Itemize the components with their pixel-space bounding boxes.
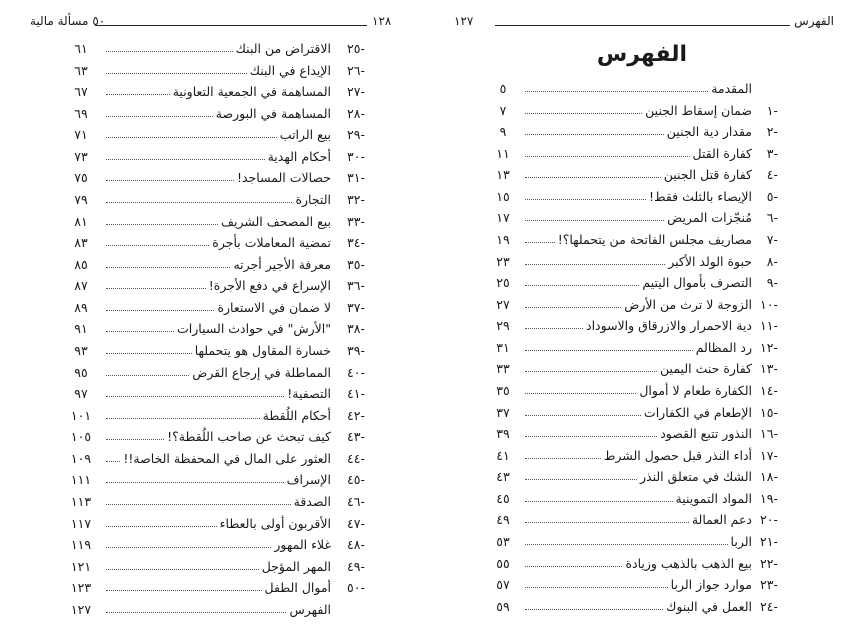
entry-number: -٥ — [766, 188, 778, 204]
entry-number: -٤٣ — [347, 429, 365, 445]
dot-leader — [525, 371, 657, 372]
dot-leader — [525, 328, 583, 329]
toc-entry — [485, 378, 778, 398]
dot-leader — [106, 245, 209, 246]
dot-leader — [106, 159, 265, 160]
dot-leader — [525, 415, 641, 416]
toc-entry — [60, 575, 365, 595]
entry-title: مُنجّزات المريض — [667, 210, 752, 226]
entry-page: ١١ — [496, 145, 510, 161]
entry-title: النذور تتبع القصود — [660, 426, 752, 442]
dot-leader — [106, 569, 259, 570]
entry-number: -١٨ — [760, 469, 778, 485]
toc-entry — [485, 400, 778, 420]
entry-number: -١٠ — [760, 296, 778, 312]
entry-title: "الأرش" في حوادث السيارات — [177, 321, 331, 337]
entry-title: بيع الذهب بالذهب وزيادة — [625, 555, 752, 571]
toc-entry — [60, 230, 365, 250]
entry-page: ٣٩ — [496, 426, 510, 442]
toc-entry — [60, 424, 365, 444]
toc-entry — [60, 467, 365, 487]
entry-page: ٦١ — [74, 41, 88, 56]
entry-number: -٢٦ — [347, 62, 365, 78]
entry-title: حصالات المساجد! — [236, 170, 331, 186]
entry-number: -٣٢ — [347, 191, 365, 207]
toc-entry — [60, 316, 365, 336]
dot-leader — [106, 224, 218, 225]
toc-entry — [60, 489, 365, 509]
toc-entry — [485, 227, 778, 247]
toc-entry — [60, 403, 365, 423]
entry-number: -٤١ — [347, 386, 365, 402]
entry-title: الاقتراض من البنك — [235, 41, 331, 56]
entry-number: -٢٩ — [347, 127, 365, 143]
entry-page: ٧١ — [74, 127, 88, 143]
toc-entry — [485, 162, 778, 182]
toc-entry — [485, 76, 778, 96]
entry-number: -٣٠ — [347, 148, 365, 164]
dot-leader — [106, 482, 284, 483]
dot-leader — [525, 566, 622, 567]
entry-page: ٨٣ — [74, 235, 88, 251]
entry-number: -١٥ — [760, 404, 778, 420]
entry-number: -١٦ — [760, 426, 778, 442]
entry-number: -١٧ — [760, 447, 778, 463]
entry-number: -١ — [766, 102, 778, 118]
entry-number: -٣٦ — [347, 278, 365, 294]
entry-number: -٢٢ — [760, 555, 778, 571]
toc-entry — [60, 360, 365, 380]
entry-number: -٢٧ — [347, 84, 365, 100]
entry-number: -٢٠ — [760, 512, 778, 528]
entry-title: دعم العمالة — [691, 512, 752, 528]
dot-leader — [106, 51, 233, 52]
entry-title: التصرف بأموال اليتيم — [642, 275, 752, 291]
dot-leader — [525, 264, 665, 265]
entry-page: ٣٣ — [496, 361, 510, 377]
entry-number: -٣٨ — [347, 321, 365, 337]
entry-page: ٩٥ — [74, 364, 88, 380]
toc-entry — [485, 249, 778, 269]
entry-page: ١١١ — [70, 472, 92, 488]
toc-entry — [60, 273, 365, 293]
entry-title: التجارة — [295, 191, 331, 207]
entry-page: ٦٩ — [74, 105, 88, 121]
toc-entry — [60, 597, 365, 617]
entry-number: -٣٥ — [347, 256, 365, 272]
entry-number: -٧ — [766, 231, 778, 247]
entry-title: الإطعام في الكفارات — [643, 404, 752, 420]
dot-leader — [525, 156, 690, 157]
toc-entry — [485, 507, 778, 527]
entry-title: بيع المصحف الشريف — [221, 213, 331, 229]
toc-entry — [60, 511, 365, 531]
entry-title: مقدار دية الجنين — [666, 124, 752, 140]
page-number: ١٢٨ — [372, 14, 392, 28]
toc-entry — [485, 184, 778, 204]
entry-title: الزوجة لا ترث من الأرض — [624, 296, 752, 312]
toc-entry — [485, 551, 778, 571]
toc-entry — [485, 292, 778, 312]
entry-title: الإسراع في دفع الأجرة! — [208, 278, 331, 294]
toc-entry — [485, 529, 778, 549]
toc-entry — [485, 594, 778, 614]
dot-leader — [525, 199, 646, 200]
entry-page: ٤١ — [496, 447, 510, 463]
entry-number: -١١ — [760, 318, 778, 334]
dot-leader — [106, 396, 284, 397]
entry-number: -٢ — [766, 124, 778, 140]
entry-page: ٣١ — [496, 339, 510, 355]
entry-page: ١٠٩ — [70, 450, 92, 466]
entry-title: دية الاحمرار والازرقاق والاسوداد — [586, 318, 752, 334]
entry-title: حبوة الولد الأكبر — [668, 253, 752, 269]
toc-entry — [485, 141, 778, 161]
dot-leader — [525, 458, 601, 459]
entry-number: -٤٧ — [347, 515, 365, 531]
entry-number: -٣ — [766, 145, 778, 161]
toc-entry — [485, 443, 778, 463]
toc-entry — [485, 572, 778, 592]
dot-leader — [106, 116, 213, 117]
entry-title: أحكام اللُقطة — [262, 407, 331, 423]
entry-title: مصاريف مجلس الفاتحة من يتحملها؟! — [557, 231, 752, 247]
entry-number: -٢٣ — [760, 577, 778, 593]
toc-entry — [60, 209, 365, 229]
entry-number: -٤٥ — [347, 472, 365, 488]
entry-page: ٩١ — [74, 321, 88, 337]
toc-entry — [485, 313, 778, 333]
entry-number: -٣٩ — [347, 342, 365, 358]
toc-entry — [60, 79, 365, 99]
entry-page: ٨١ — [74, 213, 88, 229]
entry-number: -٤٩ — [347, 558, 365, 574]
entry-number: -٣٤ — [347, 235, 365, 251]
entry-page: ٥٣ — [496, 533, 510, 549]
entry-number: -٢٤ — [760, 598, 778, 614]
entry-title: غلاء المهور — [274, 537, 331, 553]
dot-leader — [106, 375, 189, 376]
toc-entry — [60, 446, 365, 466]
entry-title: الكفارة طعام لا أموال — [639, 382, 752, 398]
entry-title: كفارة قتل الجنين — [663, 167, 752, 183]
entry-page: ٢٧ — [496, 296, 510, 312]
entry-title: ضمان إسقاط الجنين — [645, 102, 752, 118]
entry-page: ٢٥ — [496, 275, 510, 291]
entry-page: ٦٧ — [74, 84, 88, 100]
header-rule — [95, 25, 367, 26]
dot-leader — [106, 547, 271, 548]
toc-entry — [60, 295, 365, 315]
entry-title: الإيداع في البنك — [249, 62, 331, 78]
entry-page: ١٥ — [496, 188, 510, 204]
entry-title: التصفية! — [287, 386, 331, 402]
entry-number: -٥٠ — [347, 580, 365, 596]
entry-number: -٢٥ — [347, 41, 365, 56]
entry-number: -٣٧ — [347, 299, 365, 315]
entry-title: بيع الراتب — [279, 127, 331, 143]
entry-title: لا ضمان في الاستعارة — [217, 299, 331, 315]
toc-entry — [60, 338, 365, 358]
entry-title: خسارة المقاول هو يتحملها — [194, 342, 331, 358]
dot-leader — [525, 609, 663, 610]
entry-page: ١٢٣ — [70, 580, 92, 596]
entry-page: ١٠٥ — [70, 429, 92, 445]
toc-entry — [60, 58, 365, 78]
entry-page: ١٢١ — [70, 558, 92, 574]
entry-number: -٤٨ — [347, 537, 365, 553]
dot-leader — [106, 94, 170, 95]
dot-leader — [525, 479, 637, 480]
entry-title: المساهمة في البورصة — [215, 105, 331, 121]
entry-page: ٧٣ — [74, 148, 88, 164]
entry-page: ٤٩ — [496, 512, 510, 528]
dot-leader — [525, 436, 657, 437]
entry-title: المهر المؤجل — [261, 558, 331, 574]
dot-leader — [525, 113, 642, 114]
toc-entry — [60, 101, 365, 121]
entry-page: ١١٩ — [70, 537, 92, 553]
toc-entry — [485, 119, 778, 139]
entry-page: ٦٣ — [74, 62, 88, 78]
dot-leader — [525, 242, 555, 243]
entry-page: ١١٧ — [70, 515, 92, 531]
entry-page: ٨٩ — [74, 299, 88, 315]
toc-entry — [60, 122, 365, 142]
entry-number: -٤٦ — [347, 493, 365, 509]
entry-page: ٤٣ — [496, 469, 510, 485]
entry-number: -١٩ — [760, 490, 778, 506]
toc-entry — [485, 205, 778, 225]
entry-page: ٥ — [499, 81, 507, 96]
dot-leader — [106, 612, 286, 613]
entry-page: ٣٥ — [496, 382, 510, 398]
toc-entry — [60, 187, 365, 207]
running-head: ٥٠ مسألة مالية — [30, 14, 106, 28]
entry-title: الإيصاء بالثلث فقط! — [648, 188, 752, 204]
entry-page: ١٩ — [496, 231, 510, 247]
dot-leader — [106, 590, 262, 591]
entry-page: ٢٩ — [496, 318, 510, 334]
dot-leader — [525, 220, 664, 221]
toc-entry — [60, 532, 365, 552]
entry-title: المماطلة في إرجاع القرض — [192, 364, 331, 380]
entry-page: ١١٣ — [70, 493, 92, 509]
entry-title: كيف تبحث عن صاحب اللُقطة؟! — [167, 429, 331, 445]
dot-leader — [525, 544, 728, 545]
entry-title: موارد جواز الربا — [670, 577, 752, 593]
running-head: الفهرس — [794, 14, 834, 28]
entry-number: -١٢ — [760, 339, 778, 355]
dot-leader — [106, 439, 164, 440]
dot-leader — [106, 504, 291, 505]
dot-leader — [106, 267, 230, 268]
dot-leader — [525, 285, 639, 286]
toc-entry — [485, 486, 778, 506]
entry-page: ٨٥ — [74, 256, 88, 272]
entry-title: الفهرس — [289, 601, 331, 617]
entry-title: كفارة حنث اليمين — [660, 361, 752, 377]
entry-number: -٤٢ — [347, 407, 365, 423]
entry-page: ٧٥ — [74, 170, 88, 186]
entry-number: -٢١ — [760, 533, 778, 549]
entry-number: -٨ — [766, 253, 778, 269]
toc-entry — [60, 144, 365, 164]
dot-leader — [525, 522, 689, 523]
entry-title: الإسراف — [286, 472, 331, 488]
toc-entry — [60, 554, 365, 574]
entry-page: ١٣ — [496, 167, 510, 183]
dot-leader — [106, 137, 277, 138]
toc-entry — [485, 464, 778, 484]
entry-title: العثور على المال في المحفظة الخاصة!! — [123, 450, 331, 466]
entry-title: الأقربون أولى بالعطاء — [219, 515, 331, 531]
toc-entry — [485, 270, 778, 290]
dot-leader — [525, 91, 708, 92]
page-number: ١٢٧ — [454, 14, 474, 28]
entry-number: -٦ — [766, 210, 778, 226]
entry-page: ٥٩ — [496, 598, 510, 614]
entry-title: المساهمة في الجمعية التعاونية — [172, 84, 331, 100]
entry-title: المقدمة — [711, 81, 752, 96]
toc-entry — [60, 252, 365, 272]
dot-leader — [525, 393, 636, 394]
toc-entry — [485, 335, 778, 355]
dot-leader — [525, 307, 621, 308]
toc-entry — [60, 165, 365, 185]
entry-page: ٤٥ — [496, 490, 510, 506]
entry-page: ٣٧ — [496, 404, 510, 420]
entry-number: -٣١ — [347, 170, 365, 186]
dot-leader — [106, 288, 206, 289]
toc-entry — [485, 98, 778, 118]
entry-page: ٩٧ — [74, 386, 88, 402]
dot-leader — [525, 587, 668, 588]
entry-title: رد المظالم — [695, 339, 752, 355]
header-rule — [495, 25, 790, 26]
entry-title: العمل في البنوك — [666, 598, 752, 614]
entry-page: ٥٧ — [496, 577, 510, 593]
dot-leader — [106, 310, 214, 311]
dot-leader — [525, 134, 664, 135]
entry-page: ٢٣ — [496, 253, 510, 269]
entry-title: المواد التموينية — [675, 490, 752, 506]
entry-number: -٢٨ — [347, 105, 365, 121]
entry-page: ٩٣ — [74, 342, 88, 358]
dot-leader — [525, 350, 693, 351]
dot-leader — [525, 177, 661, 178]
toc-entry — [485, 356, 778, 376]
dot-leader — [106, 180, 234, 181]
entry-number: -١٣ — [760, 361, 778, 377]
toc-heading: الفهرس — [596, 42, 688, 67]
entry-title: الصدقة — [293, 493, 331, 509]
entry-page: ١٧ — [496, 210, 510, 226]
entry-title: أداء النذر قبل حصول الشرط — [603, 447, 752, 463]
entry-page: ٧٩ — [74, 191, 88, 207]
entry-title: أموال الطفل — [264, 580, 331, 596]
dot-leader — [106, 526, 217, 527]
entry-number: -٤ — [766, 167, 778, 183]
toc-entry — [485, 421, 778, 441]
entry-number: -٤٤ — [347, 450, 365, 466]
entry-number: -١٤ — [760, 382, 778, 398]
entry-number: -٤٠ — [347, 364, 365, 380]
entry-number: -٩ — [766, 275, 778, 291]
toc-entry — [60, 36, 365, 56]
entry-title: كفارة القتل — [692, 145, 752, 161]
entry-page: ١٢٧ — [70, 601, 92, 617]
entry-page: ١٠١ — [70, 407, 92, 423]
entry-title: أحكام الهدية — [267, 148, 331, 164]
entry-title: تمضية المعاملات بأجرة — [212, 235, 331, 251]
toc-entry — [60, 381, 365, 401]
entry-page: ٩ — [499, 124, 507, 140]
entry-page: ٧ — [499, 102, 507, 118]
entry-title: الشك في متعلق النذر — [640, 469, 752, 485]
dot-leader — [106, 73, 247, 74]
dot-leader — [106, 418, 260, 419]
entry-page: ٨٧ — [74, 278, 88, 294]
dot-leader — [106, 202, 292, 203]
entry-page: ٥٥ — [496, 555, 510, 571]
entry-title: معرفة الأجير أجرته — [233, 256, 331, 272]
entry-title: الربا — [730, 533, 752, 549]
dot-leader — [525, 501, 673, 502]
dot-leader — [106, 331, 174, 332]
entry-number: -٣٣ — [347, 213, 365, 229]
dot-leader — [106, 461, 120, 462]
dot-leader — [106, 353, 192, 354]
